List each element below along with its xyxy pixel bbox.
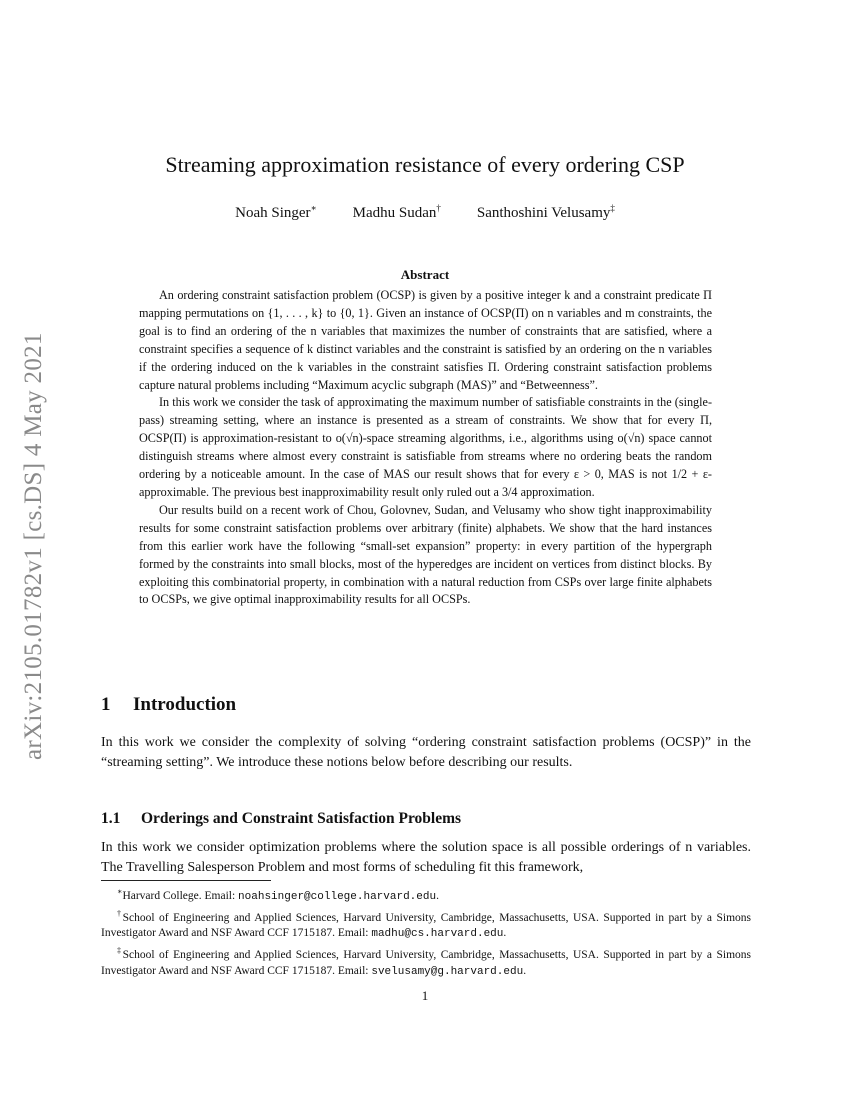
- subsection-title: Orderings and Constraint Satisfaction Problems: [141, 810, 462, 827]
- subsection-number: 1.1: [101, 810, 121, 827]
- footnotes: [101, 884, 751, 980]
- subsection-heading: [101, 810, 461, 828]
- abstract-paragraph: Our results build on a recent work of Chou, Golovnev, Sudan, and Velusamy who show tight inapproximability results for some constraint satisfaction problems over arbitrary (finite) alphabets. We show that the hard instances from this earlier work have the following “small-set expansion” property: in every partition of the hypergraph formed by the constraints into small blocks, most of the hyperedges are incident on vertices from distinct blocks. By exploiting this combinatorial property, in combination with a natural reduction from CSPs over large finite alphabets to OCSPs, we give optimal inapproximability results for all OCSPs.: [139, 502, 712, 607]
- section-heading-introduction: [101, 694, 236, 716]
- section-title: Introduction: [133, 694, 237, 715]
- footnote-email-link[interactable]: noahsinger@college.harvard.edu: [238, 890, 437, 903]
- author-name: Noah Singer: [235, 205, 311, 221]
- footnote: [101, 884, 751, 906]
- author-mark: ∗: [310, 203, 317, 213]
- footnote-end: .: [523, 964, 527, 977]
- footnote-mark: ‡: [117, 946, 123, 956]
- author-1: [235, 203, 317, 222]
- footnote-text: School of Engineering and Applied Sciences, Harvard University, Cambridge, Massachusetts, USA. Supported in part by a Simons Investigator Award and NSF Award CCF 1715187. Email:: [101, 911, 752, 940]
- abstract-paragraph: An ordering constraint satisfaction problem (OCSP) is given by a positive integer k and a constraint predicate Π mapping permutations on {1, . . . , k} to {0, 1}. Given an instance of OCSP(Π) on n variables and m constraints, the goal is to find an ordering of the n variables that maximizes the number of constraints that are satisfied, where a constraint specifies a sequence of k distinct variables and the constraint is satisfied by an ordering on the n variables if the ordering induced on the k variables in the constraint satisfies Π. Ordering constraint satisfaction problems capture natural problems including “Maximum acyclic subgraph (MAS)” and “Betweenness”.: [139, 288, 712, 392]
- footnote-email-link[interactable]: madhu@cs.harvard.edu: [371, 928, 504, 941]
- author-mark: ‡: [610, 203, 615, 213]
- arxiv-identifier-stamp: arXiv:2105.01782v1 [cs.DS] 4 May 2021: [20, 332, 47, 760]
- paper-title: Streaming approximation resistance of every ordering CSP: [165, 152, 685, 177]
- introduction-paragraph: In this work we consider the complexity of solving “ordering constraint satisfaction problems (OCSP)” in the “streaming setting”. We introduce these notions below before describing our results.: [101, 735, 751, 770]
- footnote: [101, 943, 751, 980]
- footnote-end: .: [503, 927, 507, 940]
- footnote-rule: [101, 880, 271, 881]
- footnote-mark: ∗: [117, 887, 123, 896]
- footnote-end: .: [436, 889, 439, 902]
- abstract-heading: Abstract: [400, 267, 450, 282]
- page-number: 1: [421, 988, 429, 1003]
- footnote-text: Harvard College. Email:: [122, 889, 239, 902]
- abstract-paragraph: In this work we consider the task of approximating the maximum number of satisfiable constraints in the (single-pass) streaming setting, where an instance is presented as a stream of constraints. We show that for every Π, OCSP(Π) is approximation-resistant to o(√n)-space streaming algorithms, i.e., algorithms using o(√n) space cannot distinguish streams where almost every constraint is satisfiable from streams where no ordering beats the random ordering by a noticeable amount. In the case of MAS our result shows that for every ε > 0, MAS is not 1/2 + ε-approximable. The previous best inapproximability result only ruled out a 3/4 approximation.: [139, 395, 712, 499]
- footnote-email-link[interactable]: svelusamy@g.harvard.edu: [371, 965, 524, 978]
- author-name: Madhu Sudan: [352, 205, 437, 221]
- author-name: Santhoshini Velusamy: [476, 205, 611, 221]
- section-number: 1: [101, 694, 111, 715]
- author-3: [477, 203, 615, 222]
- subsection-paragraph: In this work we consider optimization problems where the solution space is all possible orderings of n variables. The Travelling Salesperson Problem and most forms of scheduling fit this framework,: [101, 840, 751, 875]
- author-list: [0, 203, 850, 222]
- footnote-text: School of Engineering and Applied Sciences, Harvard University, Cambridge, Massachusetts, USA. Supported in part by a Simons Investigator Award and NSF Award CCF 1715187. Email:: [101, 948, 752, 977]
- author-mark: †: [436, 203, 441, 213]
- author-2: [353, 203, 441, 222]
- abstract-body: [139, 287, 712, 609]
- footnote: [101, 906, 751, 943]
- footnote-mark: †: [117, 908, 123, 918]
